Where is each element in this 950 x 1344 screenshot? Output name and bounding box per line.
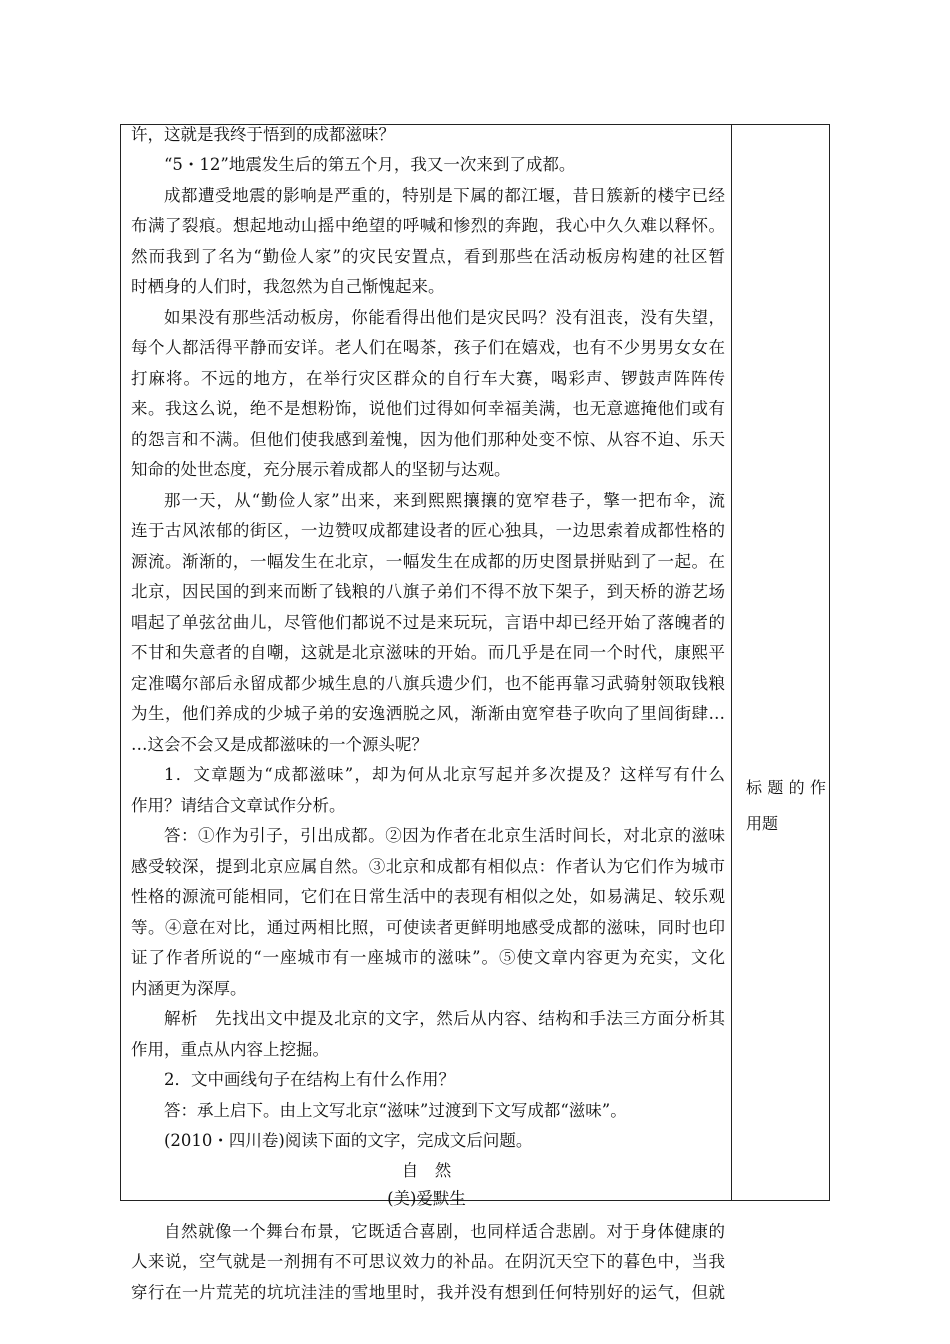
text-line: 成都遭受地震的影响是严重的，特别是下属的都江堰，昔日簇新的楼宇已经 — [164, 186, 725, 205]
note-column — [732, 125, 829, 1200]
text-line: 如果没有那些活动板房，你能看得出他们是灾民吗？没有沮丧，没有失望， — [164, 308, 725, 327]
text-line: 来。我这么说，绝不是想粉饰，说他们过得如何幸福美满，也无意遮掩他们或有 — [131, 399, 725, 418]
text-line: 布满了裂痕。想起地动山摇中绝望的呼喊和惨烈的奔跑，我心中久久难以释怀。 — [131, 216, 725, 235]
text-line: 打麻将。不远的地方，在举行灾区群众的自行车大赛，喝彩声、锣鼓声阵阵传 — [131, 369, 725, 388]
text-line: 的怨言和不满。但他们使我感到羞愧，因为他们那种处变不惊、从容不迫、乐天 — [131, 430, 725, 449]
text-line: 人来说，空气就是一剂拥有不可思议效力的补品。在阴沉天空下的暮色中，当我 — [131, 1252, 725, 1271]
text-line: 时栖身的人们时，我忽然为自己惭愧起来。 — [131, 277, 445, 296]
text-line: 证了作者所说的“一座城市有一座城市的滋味”。⑤使文章内容更为充实，文化 — [131, 948, 725, 967]
text-line: 源流。渐渐的，一幅发生在北京，一幅发生在成都的历史图景拼贴到了一起。在 — [131, 552, 725, 571]
text-line: 不甘和失意者的自嘲，这就是北京滋味的开始。而几乎是在同一个时代，康熙平 — [131, 643, 725, 662]
text-line: 知命的处世态度，充分展示着成都人的坚韧与达观。 — [131, 460, 511, 479]
answer-1: 答：①作为引子，引出成都。②因为作者在北京生活时间长，对北京的滋味 — [164, 826, 725, 845]
passage-author: (美)爱默生 — [387, 1189, 466, 1208]
text-line: 作用，重点从内容上挖掘。 — [131, 1040, 329, 1059]
text-line: …这会不会又是成都滋味的一个源头呢？ — [131, 735, 428, 754]
text-line: 许，这就是我终于悟到的成都滋味？ — [131, 125, 395, 144]
text-line: 内涵更为深厚。 — [131, 979, 247, 998]
text-line: 那一天，从“勤俭人家”出来，来到熙熙攘攘的宽窄巷子，擎一把布伞，流 — [164, 491, 725, 510]
text-line: 然而我到了名为“勤俭人家”的灾民安置点，看到那些在活动板房构建的社区暂 — [131, 247, 725, 266]
question-1: 1．文章题为“成都滋味”，却为何从北京写起并多次提及？这样写有什么 — [164, 765, 725, 784]
text-line: 等。④意在对比，通过两相比照，可使读者更鲜明地感受成都的滋味，同时也印 — [131, 918, 725, 937]
side-note-line: 标题的作 — [746, 778, 826, 797]
answer-2: 答：承上启下。由上文写北京“滋味”过渡到下文写成都“滋味”。 — [164, 1101, 627, 1120]
side-note-line: 用题 — [746, 814, 779, 833]
layout-table — [120, 124, 830, 1302]
text-line: 唱起了单弦岔曲儿，尽管他们都说不过是来玩玩，言语中却已经开始了落魄者的 — [131, 613, 725, 632]
question-2: 2．文中画线句子在结构上有什么作用？ — [164, 1070, 455, 1089]
text-line: 自然就像一个舞台布景，它既适合喜剧，也同样适合悲剧。对于身体健康的 — [164, 1222, 725, 1241]
passage-title: 自 然 — [401, 1161, 452, 1180]
text-line: 为生，他们养成的少城子弟的安逸洒脱之风，渐渐由宽窄巷子吹向了里闾街肆… — [131, 704, 725, 723]
analysis-1: 解析 先找出文中提及北京的文字，然后从内容、结构和手法三方面分析其 — [164, 1009, 725, 1028]
passage-intro: (2010・四川卷)阅读下面的文字，完成文后问题。 — [164, 1131, 533, 1150]
text-line: 穿行在一片荒芜的坑坑洼洼的雪地里时，我并没有想到任何特别好的运气，但就 — [131, 1283, 725, 1302]
text-line: 性格的源流可能相同，它们在日常生活中的表现有相似之处，如易满足、较乐观 — [131, 887, 725, 906]
text-line: 每个人都活得平静而安详。老人们在喝茶，孩子们在嬉戏，也有不少男男女女在 — [131, 338, 725, 357]
text-line: 定准噶尔部后永留成都少城生息的八旗兵遗少们，也不能再靠习武骑射领取钱粮 — [131, 674, 725, 693]
text-line: 连于古风浓郁的街区，一边赞叹成都建设者的匠心独具，一边思索着成都性格的 — [131, 521, 725, 540]
text-column — [121, 125, 732, 1302]
text-line: 北京，因民国的到来而断了钱粮的八旗子弟们不得不放下架子，到天桥的游艺场 — [131, 582, 725, 601]
text-line: 感受较深，提到北京应属自然。③北京和成都有相似点：作者认为它们作为城市 — [131, 857, 725, 876]
text-line: 作用？请结合文章试作分析。 — [131, 796, 346, 815]
text-line: “5・12”地震发生后的第五个月，我又一次来到了成都。 — [164, 155, 576, 174]
